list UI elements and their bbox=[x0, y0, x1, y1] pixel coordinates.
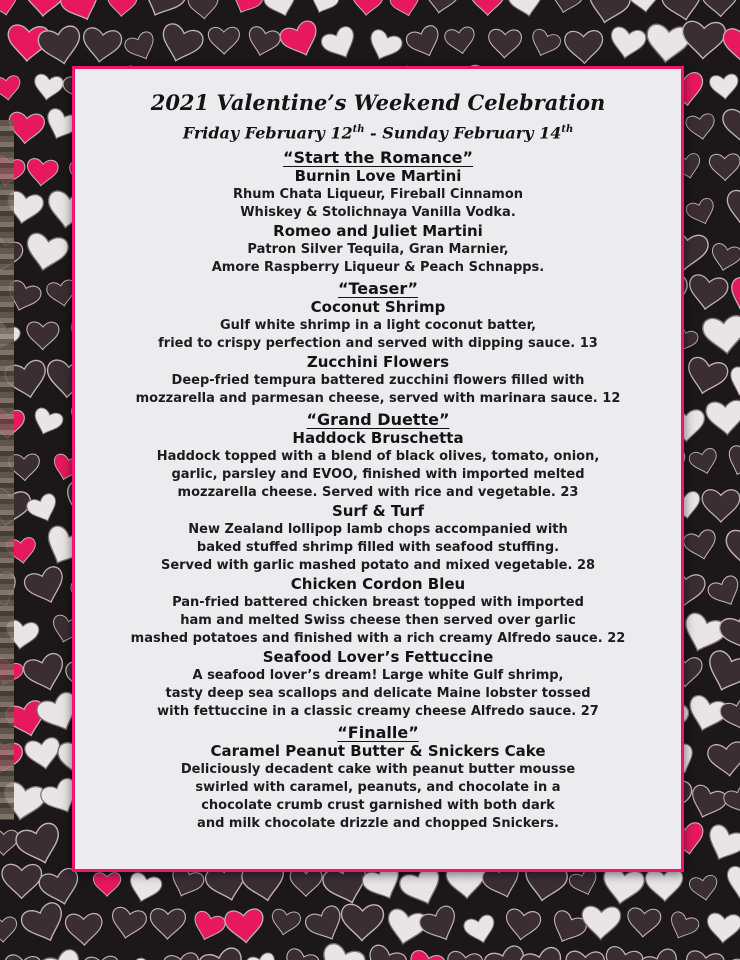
heart-decoration bbox=[93, 873, 120, 897]
heart-decoration bbox=[126, 871, 164, 906]
item-desc-line: Gulf white shrimp in a light coconut batter, bbox=[219, 318, 537, 334]
heart-decoration bbox=[404, 24, 444, 62]
heart-decoration bbox=[245, 25, 282, 59]
heart-decoration bbox=[564, 30, 603, 64]
heart-decoration bbox=[645, 869, 683, 902]
heart-decoration bbox=[83, 956, 119, 960]
item-desc-line: mashed potatoes and finished with a rich creamy Alfredo sauce. 22 bbox=[130, 631, 626, 647]
heart-decoration bbox=[722, 783, 740, 819]
heart-decoration bbox=[156, 22, 205, 67]
item-desc-line: Whiskey & Stolichnaya Vanilla Vodka. bbox=[240, 205, 516, 221]
item-desc-line: tasty deep sea scallops and delicate Maine lobster tossed bbox=[165, 686, 591, 702]
heart-decoration bbox=[136, 0, 189, 23]
item-desc-line: fried to crispy perfection and served with dipping sauce. 13 bbox=[158, 336, 598, 352]
heart-decoration bbox=[150, 909, 186, 940]
heart-decoration bbox=[709, 242, 740, 273]
item-name: Romeo and Juliet Martini bbox=[273, 222, 483, 241]
heart-decoration bbox=[0, 917, 17, 943]
item-desc-line: mozzarella cheese. Served with rice and vegetable. 23 bbox=[177, 485, 579, 501]
heart-decoration bbox=[23, 232, 70, 275]
heart-decoration bbox=[280, 947, 321, 960]
heart-decoration bbox=[689, 874, 720, 902]
heart-decoration bbox=[123, 30, 160, 65]
heart-decoration bbox=[27, 322, 59, 350]
heart-decoration bbox=[725, 530, 740, 568]
item-name: Seafood Lover’s Fettuccine bbox=[262, 648, 494, 667]
menu-title: 2021 Valentine’s Weekend Celebration bbox=[150, 90, 606, 115]
section-grand-duette bbox=[75, 408, 681, 721]
heart-decoration bbox=[701, 822, 740, 866]
heart-decoration bbox=[723, 29, 740, 63]
heart-decoration bbox=[548, 0, 584, 16]
menu-dates: Friday February 12th - Sunday February 14th bbox=[182, 123, 574, 143]
menu-item bbox=[75, 502, 681, 575]
heart-decoration bbox=[722, 865, 740, 902]
heart-decoration bbox=[162, 952, 201, 960]
item-name: Caramel Peanut Butter & Snickers Cake bbox=[210, 742, 546, 761]
heart-decoration bbox=[702, 315, 740, 357]
heart-decoration bbox=[37, 24, 85, 67]
heart-decoration bbox=[80, 27, 122, 65]
item-desc-line: Haddock topped with a blend of black olives, tomato, onion, bbox=[156, 449, 600, 465]
heart-decoration bbox=[3, 954, 42, 960]
menu-item bbox=[75, 167, 681, 222]
item-name: Chicken Cordon Bleu bbox=[290, 575, 466, 594]
heart-decoration bbox=[269, 908, 301, 937]
heart-decoration bbox=[351, 0, 384, 16]
item-desc-line: with fettuccine in a classic creamy cheese Alfredo sauce. 27 bbox=[157, 704, 599, 720]
heart-decoration bbox=[319, 24, 361, 64]
heart-decoration bbox=[37, 867, 83, 909]
heart-decoration bbox=[581, 906, 621, 941]
section-finalle bbox=[75, 721, 681, 833]
heart-decoration bbox=[585, 0, 632, 27]
heart-decoration bbox=[627, 0, 662, 14]
item-desc-line: and milk chocolate drizzle and chopped Snickers. bbox=[197, 816, 559, 832]
heart-decoration bbox=[389, 0, 423, 19]
section-heading: “Teaser” bbox=[337, 279, 419, 299]
heart-decoration bbox=[445, 950, 483, 960]
heart-decoration bbox=[702, 648, 740, 697]
heart-decoration bbox=[290, 869, 322, 897]
heart-decoration bbox=[188, 0, 219, 20]
item-name: Coconut Shrimp bbox=[310, 298, 446, 317]
heart-decoration bbox=[683, 950, 725, 960]
menu-item bbox=[75, 742, 681, 833]
item-desc-line: Patron Silver Tequila, Gran Marnier, bbox=[247, 242, 509, 258]
heart-decoration bbox=[601, 945, 644, 960]
heart-decoration bbox=[709, 154, 740, 181]
heart-decoration bbox=[462, 914, 498, 947]
heart-decoration bbox=[681, 21, 725, 60]
section-heading: “Grand Duette” bbox=[306, 410, 450, 430]
heart-decoration bbox=[702, 490, 740, 522]
heart-decoration bbox=[190, 910, 227, 944]
item-desc-line: Deep-fried tempura battered zucchini flowers filled with bbox=[171, 373, 585, 389]
start-date: Friday February 12 bbox=[182, 123, 353, 143]
heart-decoration bbox=[26, 158, 59, 187]
heart-decoration bbox=[306, 0, 341, 18]
heart-decoration bbox=[197, 946, 248, 960]
item-desc-line: baked stuffed shrimp filled with seafood stuffing. bbox=[196, 540, 560, 556]
item-desc-line: Amore Raspberry Liqueur & Peach Schnapps. bbox=[211, 260, 545, 276]
item-name: Zucchini Flowers bbox=[306, 353, 450, 372]
heart-decoration bbox=[107, 0, 137, 17]
heart-decoration bbox=[471, 0, 505, 15]
heart-decoration bbox=[707, 741, 740, 778]
menu-item bbox=[75, 222, 681, 277]
heart-decoration bbox=[2, 864, 42, 898]
heart-decoration bbox=[600, 866, 646, 907]
heart-decoration bbox=[686, 783, 729, 823]
heart-decoration bbox=[224, 908, 265, 944]
menu-item bbox=[75, 429, 681, 502]
menu-item bbox=[75, 575, 681, 648]
heart-decoration bbox=[30, 406, 65, 439]
heart-decoration bbox=[706, 574, 740, 611]
item-desc-line: Deliciously decadent cake with peanut butter mousse bbox=[180, 762, 576, 778]
heart-decoration bbox=[208, 27, 239, 54]
heart-decoration bbox=[504, 908, 542, 942]
heart-decoration bbox=[444, 26, 477, 56]
heart-decoration bbox=[701, 0, 739, 17]
heart-decoration bbox=[19, 900, 70, 947]
heart-decoration bbox=[488, 29, 522, 58]
item-desc-line: mozzarella and parmesan cheese, served with marinara sauce. 12 bbox=[135, 391, 621, 407]
heart-decoration bbox=[723, 444, 740, 480]
item-desc-line: chocolate crumb crust garnished with both dark bbox=[201, 798, 555, 814]
menu-item bbox=[75, 298, 681, 353]
menu-sheet bbox=[72, 66, 684, 872]
item-name: Haddock Bruschetta bbox=[292, 429, 464, 448]
heart-decoration bbox=[14, 821, 66, 869]
heart-decoration bbox=[568, 868, 601, 899]
heart-decoration bbox=[21, 651, 69, 695]
item-name: Burnin Love Martini bbox=[294, 167, 462, 186]
heart-decoration bbox=[608, 26, 647, 62]
heart-decoration bbox=[22, 0, 66, 18]
heart-decoration bbox=[38, 947, 88, 960]
heart-decoration bbox=[364, 28, 404, 65]
item-desc-line: ham and melted Swiss cheese then served over garlic bbox=[180, 613, 576, 629]
item-desc-line: Served with garlic mashed potato and mixed vegetable. 28 bbox=[160, 558, 596, 574]
heart-decoration bbox=[32, 73, 64, 102]
heart-decoration bbox=[0, 0, 20, 18]
heart-decoration bbox=[685, 113, 717, 141]
heart-decoration bbox=[665, 910, 701, 943]
heart-decoration bbox=[717, 609, 740, 657]
heart-decoration bbox=[341, 904, 384, 941]
heart-decoration bbox=[362, 943, 409, 960]
heart-decoration bbox=[705, 400, 740, 437]
item-desc-line: Rhum Chata Liqueur, Fireball Cinnamon bbox=[232, 187, 524, 203]
section-teaser bbox=[75, 277, 681, 408]
heart-decoration bbox=[723, 108, 740, 144]
heart-decoration bbox=[65, 913, 102, 945]
item-name: Surf & Turf bbox=[331, 502, 425, 521]
heart-decoration bbox=[417, 904, 463, 947]
heart-decoration bbox=[565, 951, 605, 960]
heart-decoration bbox=[518, 945, 567, 960]
heart-decoration bbox=[626, 907, 661, 938]
item-desc-line: swirled with caramel, peanuts, and chocolate in a bbox=[195, 780, 561, 796]
heart-decoration bbox=[262, 0, 301, 21]
heart-decoration bbox=[660, 0, 705, 24]
countertop-edge bbox=[0, 120, 14, 820]
heart-decoration bbox=[316, 941, 368, 960]
heart-decoration bbox=[22, 565, 69, 609]
heart-decoration bbox=[706, 913, 740, 945]
heart-decoration bbox=[682, 528, 719, 562]
menu-item bbox=[75, 353, 681, 408]
heart-decoration bbox=[406, 949, 447, 960]
menu-item bbox=[75, 648, 681, 721]
section-heading: “Finalle” bbox=[337, 723, 419, 743]
heart-decoration bbox=[507, 0, 546, 19]
end-date: Sunday February 14 bbox=[382, 123, 562, 143]
heart-decoration bbox=[109, 906, 148, 941]
heart-decoration bbox=[723, 189, 740, 230]
item-desc-line: New Zealand lollipop lamb chops accompanied with bbox=[188, 522, 568, 538]
item-desc-line: Pan-fried battered chicken breast topped with imported bbox=[172, 595, 584, 611]
heart-decoration bbox=[727, 950, 740, 960]
heart-decoration bbox=[638, 947, 685, 960]
heart-decoration bbox=[685, 197, 719, 228]
heart-decoration bbox=[683, 356, 729, 398]
heart-decoration bbox=[24, 736, 63, 771]
heart-decoration bbox=[422, 0, 459, 15]
item-desc-line: garlic, parsley and EVOO, finished with imported melted bbox=[171, 467, 585, 483]
heart-decoration bbox=[245, 951, 279, 960]
heart-decoration bbox=[688, 447, 721, 477]
heart-decoration bbox=[0, 75, 22, 101]
section-heading: “Start the Romance” bbox=[282, 148, 474, 168]
heart-decoration bbox=[58, 0, 105, 26]
heart-decoration bbox=[686, 274, 729, 312]
section-start-the-romance bbox=[75, 146, 681, 277]
heart-decoration bbox=[527, 28, 562, 61]
heart-decoration bbox=[278, 19, 324, 62]
heart-decoration bbox=[228, 0, 265, 18]
item-desc-line: A seafood lover’s dream! Large white Gulf shrimp, bbox=[192, 668, 564, 684]
heart-decoration bbox=[709, 73, 740, 100]
